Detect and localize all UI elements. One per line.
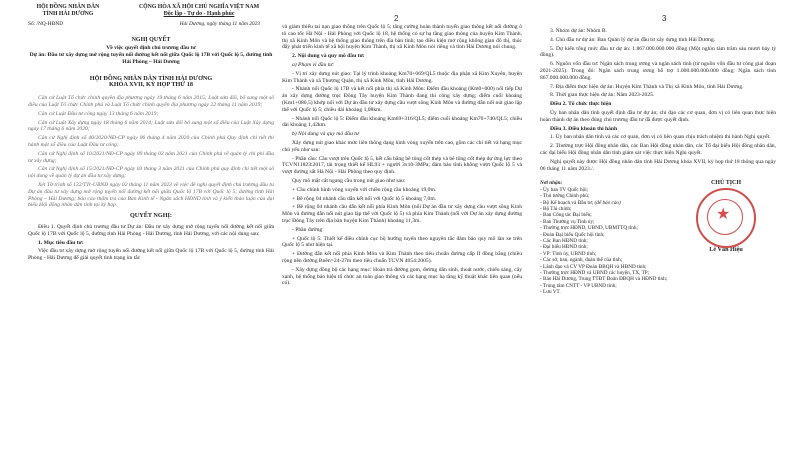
motto: Độc lập - Tự do - Hạnh phúc bbox=[163, 10, 235, 17]
recipient: - VP: Tỉnh ủy, UBND tỉnh; bbox=[540, 250, 597, 257]
doc-meta bbox=[28, 21, 274, 28]
doc-date: Hải Dương, ngày tháng 11 năm 2023 bbox=[179, 20, 260, 27]
page-number: 3 bbox=[662, 14, 667, 23]
paragraph: và giảm thiểu tai nạn giao thông trên Quốc lộ 5; tăng cường hoàn thành tuyến giao thông kết nối đường ô tô cao tốc Hà Nội - Hải Phòng với Quốc lộ 18, hệ thống có sự hạ tầng giao thông của huyện Kim Thành, thị xã Kinh Môn và hệ thống giao thông trên địa bàn tỉnh; tạo điều kiện mở rộng không gian đô thị, thúc đẩy phát triển kinh tế xã hội huyện Kim Thành, thị xã Kinh Môn nói riêng và tỉnh Hải Dương nói chung. bbox=[282, 24, 522, 51]
page-2 bbox=[282, 0, 522, 472]
recipient: - Bộ Tài chính; bbox=[540, 205, 572, 212]
paragraph: 6. Nguồn vốn đầu tư: Ngân sách trung ương và ngân sách tỉnh (từ nguồn vốn đầu tư công giai đoạn 2021-2025). Trong đó: Ngân sách trung ương hỗ trợ 1.000.000.000.000 đồng; Ngân sách tỉnh 867.000.000.000 đồng. bbox=[540, 61, 776, 81]
resolution-heading: QUYẾT NGHỊ: bbox=[129, 212, 172, 220]
paragraph: 4. Chủ đầu tư dự án: Ban Quản lý dự án đầu tư xây dựng tỉnh Hải Dương. bbox=[550, 36, 716, 43]
page-number: 2 bbox=[394, 14, 399, 23]
subsection-heading: a) Phạm vi đầu tư: bbox=[292, 61, 335, 68]
paragraph: + Bề rộng 04 nhánh cầu dẫn kết nối phía Kinh Môn (nối Dự án đầu tư xây dựng cầu vượt sông Kinh Môn và đường dẫn nối nút giao lập thể với Quốc lộ 5) và phía Kim Thành (nối với Dự án xây dựng đường trục Đông Tây trên địa bàn huyện Kim Thành) khoảng 11,3m. bbox=[282, 204, 522, 224]
recipient: - Ủy ban TV Quốc hội; bbox=[540, 186, 589, 193]
recipient: - Thường trực HĐND và UBND các huyện, TX, TP; bbox=[540, 270, 650, 277]
recipient: - Đại biểu HĐND tỉnh; bbox=[540, 244, 588, 251]
paragraph: - Phần đường: bbox=[292, 226, 324, 233]
page-header bbox=[28, 4, 274, 18]
recipient-list bbox=[540, 180, 668, 295]
article-1: Điều 1. Quyết định chủ trương đầu tư Dự án: Đầu tư xây dựng mở rộng tuyến nối đường kết nối giữa Quốc lộ 17B với Quốc lộ 5, đường tỉnh Hải Phòng - Hải Dương, tỉnh Hải Dương, với các nội dung sau: bbox=[28, 223, 274, 237]
goal-text: Việc đầu tư xây dựng mở rộng tuyến nối đường kết nối giữa Quốc lộ 17B với Quốc lộ 5, đường tỉnh Hải Phòng - Hải Dương để giải quyết tình trạng ùn tắc bbox=[28, 248, 274, 262]
legal-basis: Căn cứ Luật Xây dựng ngày 18 tháng 6 năm 2014; Luật sửa đổi bổ sung một số điều của Luật Xây dựng ngày 17 tháng 6 năm 2020; bbox=[28, 119, 274, 133]
paragraph: 3. Nhóm dự án: Nhóm B. bbox=[550, 28, 607, 34]
paragraph: - Phần cầu: Cầu vượt trên Quốc lộ 5, kết cấu bằng bê tông cốt thép và bê tông cốt thép dự ứng lực theo TCVN11823:2017, tải trọng thiết kế HL93 + người 3x10-3MPa; đảm bảo tĩnh không vượt Quốc lộ 5 và vượt đường sắt Hà Nội - Hải Phòng theo quy định. bbox=[282, 155, 522, 176]
recipient: - Ban Công tác Đại biểu; bbox=[540, 212, 592, 219]
legal-basis: Căn cứ Luật Đầu tư công ngày 13 tháng 6 năm 2019; bbox=[38, 110, 159, 117]
article-heading: Điều 2. Tổ chức thực hiện bbox=[550, 101, 612, 108]
signer-title: CHỦ TỊCH bbox=[710, 180, 742, 187]
paragraph: + Đường dẫn kết nối phía Kinh Môn và Kim Thành theo tiêu chuẩn đường cấp II đồng bằng (chiều rộng nền đường Bnền=24-27m theo tiêu chuẩn TCVN 4054:2005). bbox=[282, 251, 522, 264]
paragraph: Nghị quyết này được Hội đồng nhân dân tỉnh Hải Dương khóa XVII, kỳ họp thứ 18 thông qua ngày 06 tháng 11 năm 2023./. bbox=[540, 158, 776, 172]
paragraph: - Nhánh nối Quốc lộ 5: Điểm đầu khoảng Km69+316/QL5; điểm cuối khoảng Km70+740/QL5; chiều dài khoảng 1,42km. bbox=[282, 115, 522, 129]
page-1 bbox=[28, 0, 274, 450]
paragraph: + Cầu chính hình vòng xuyến với chiều rộng cầu khoảng 19,0m. bbox=[292, 186, 437, 193]
recipient: - Các sở, ban, ngành, đoàn thể của tỉnh; bbox=[540, 257, 623, 264]
section-heading: 2. Nội dung và quy mô đầu tư: bbox=[292, 53, 365, 60]
paragraph: 2. Thường trực Hội đồng nhân dân, các Ban Hội đồng nhân dân, các Tổ đại biểu Hội đồng nhân dân, các đại biểu Hội đồng nhân dân tỉnh giám sát việc thực hiện Nghị quyết. bbox=[540, 143, 776, 156]
official-seal-icon bbox=[696, 188, 756, 248]
legal-basis: Căn cứ Nghị định số 40/2020/NĐ-CP ngày 06 tháng 4 năm 2020 của Chính phủ Quy định chi tiết thi hành một số điều của Luật Đầu tư công; bbox=[28, 135, 274, 148]
legal-basis: Xét Tờ trình số 132/TTr-UBND ngày 02 tháng 11 năm 2023 về việc đề nghị quyết định chủ trương đầu tư Dự án đầu tư xây dựng mở rộng tuyến nối đường kết nối giữa Quốc lộ 17B với Quốc lộ 5; đường tỉnh Hải Phòng – Hải Dương; báo cáo thẩm tra của Ban Kinh tế - Ngân sách HĐND tỉnh và ý kiến thảo luận của đại biểu Hội đồng nhân dân tỉnh tại kỳ họp. bbox=[28, 181, 274, 209]
session-name: KHÓA XVII, KỲ HỌP THỨ 18 bbox=[109, 81, 193, 89]
national-title: CỘNG HÒA XÃ HỘI CHỦ NGHĨA VIỆT NAM Độc lập - Tự do - Hạnh phúc bbox=[124, 4, 274, 18]
recipients-label: Nơi nhận: bbox=[540, 180, 563, 187]
paragraph: + Bề rộng 04 nhánh cầu dẫn kết nối với Quốc lộ 5 khoảng 7,0m. bbox=[292, 195, 437, 202]
paragraph: Quy mô mặt cắt ngang cầu trong nút giao như sau: bbox=[292, 177, 406, 184]
recipient: - Thủ tướng Chính phủ; bbox=[540, 193, 590, 200]
legal-bases bbox=[28, 95, 274, 209]
recipient: - Ban Thường vụ Tỉnh ủy; bbox=[540, 218, 595, 225]
paragraph: Xây dựng nút giao khác mức liên thông dạng hình vòng xuyến trên cao, gồm các chi tiết và hạng mục chủ yếu như sau: bbox=[282, 139, 522, 153]
recipient: - Báo Hải Dương, Trung TTĐT Đoàn ĐBQH và HĐND tỉnh; bbox=[540, 276, 668, 283]
legal-basis: Căn cứ Nghị định số 10/2021/NĐ-CP ngày 09 tháng 02 năm 2021 của Chính phủ về quản lý chi phí đầu tư xây dựng; bbox=[28, 150, 274, 164]
recipient: - Bộ Kế hoạch và Đầu tư; (để báo cáo) bbox=[540, 199, 621, 206]
doc-subtitle: Về việc quyết định chủ trương đầu tư bbox=[106, 45, 196, 52]
paragraph: 5. Dự kiến tổng mức đầu tư dự án: 1.867.000.000.000 đồng (Một nghìn tám trăm sáu mươi bảy tỷ đồng). bbox=[540, 45, 776, 59]
recipient: - Lưu VT. bbox=[540, 289, 561, 296]
paragraph: 1. Ủy ban nhân dân tỉnh và các cơ quan, đơn vị có liên quan chịu trách nhiệm thi hành Nghị quyết. bbox=[550, 134, 771, 141]
signature-block bbox=[540, 180, 776, 295]
recipient: - Thường trực HĐND, UBND, UBMTTQ tỉnh; bbox=[540, 225, 638, 232]
page-3 bbox=[540, 0, 776, 476]
legal-basis: Căn cứ Luật Tổ chức chính quyền địa phương ngày 19 tháng 6 năm 2015; Luật sửa đổi, bổ sung một số điều của Luật Tổ chức Chính phủ và Luật Tổ chức chính quyền địa phương ngày 22 tháng 11 năm 2019; bbox=[28, 95, 274, 108]
signer-block bbox=[676, 180, 776, 295]
paragraph: - Xây dựng đồng bộ các hạng mục: Hoàn trả đường gom, đường dân sinh, thoát nước, chiếu sáng, cây xanh, hệ thống báo hiệu tổ chức an toàn giao thông và các hạng mục hạ tầng kỹ thuật khác liên quan (nếu có). bbox=[282, 266, 522, 287]
paragraph: 7. Địa điểm thực hiện dự án: Huyện Kim Thành và Thị xã Kinh Môn, tỉnh Hải Dương. bbox=[550, 83, 744, 90]
recipient: - Đoàn Đại biểu Quốc hội tỉnh; bbox=[540, 231, 605, 238]
recipient: - Các Ban HĐND tỉnh; bbox=[540, 238, 588, 244]
legal-basis: Căn cứ Nghị định số 15/2021/NĐ-CP ngày 03 tháng 3 năm 2021 của Chính phủ quy định chi tiết một số nội dung về quản lý dự án đầu tư xây dựng; bbox=[28, 166, 274, 180]
council-name: HỘI ĐỒNG NHÂN DÂN TỈNH HẢI DƯƠNG bbox=[89, 74, 213, 82]
paragraph: 8. Thời gian thực hiện dự án: Năm 2023-2025. bbox=[550, 92, 655, 99]
article-heading: Điều 3. Điều khoản thi hành bbox=[550, 125, 618, 132]
subsection-heading: b) Nội dung và quy mô đầu tư bbox=[292, 131, 359, 138]
issuing-authority: HỘI ĐỒNG NHÂN DÂN TỈNH HẢI DƯƠNG bbox=[36, 4, 100, 17]
doc-number: Số: /NQ-HĐND bbox=[28, 20, 64, 27]
paragraph: - Vị trí xây dựng nút giao: Tại lý trình khoảng Km70+069/QL5 thuộc địa phận xã Kim Xuyên, huyện Kim Thành và xã Thượng Quận, thị xã Kinh Môn, tỉnh Hải Dương. bbox=[282, 70, 522, 84]
recipient: - Lãnh đạo và CV VP Đoàn ĐBQH và HĐND tỉnh; bbox=[540, 263, 647, 270]
doc-title: NGHỊ QUYẾT bbox=[131, 37, 171, 44]
signer-name: Lê Văn Hiệu bbox=[709, 246, 743, 254]
paragraph: Ủy ban nhân dân tỉnh quyết định đầu tư dự án; chỉ đạo các cơ quan, đơn vị có liên quan thực hiện hoàn thành dự án theo đúng chủ trương đầu tư đã được quyết định. bbox=[540, 109, 776, 123]
paragraph: - Nhánh nối Quốc lộ 17B và kết nối phía thị xã Kinh Môn: Điểm đầu khoảng (Km0+000) nối tiếp Dự án xây dựng đường trục Đông Tây huyện Kim Thành đang thi công xây dựng; điểm cuối khoảng (Km1+080,5) khớp nối với Dự án đầu tư xây dựng cầu vượt sông Kinh Môn và đường dẫn nối nút giao lập thể với Quốc lộ 5; chiều dài khoảng 1,08km. bbox=[282, 86, 522, 113]
section-heading: 1. Mục tiêu đầu tư: bbox=[38, 239, 84, 246]
recipient: - Trung tâm CNTT - VP UBND tỉnh; bbox=[540, 282, 617, 289]
bracket-note: (để báo cáo) bbox=[594, 199, 621, 206]
star-icon: ★ bbox=[716, 206, 731, 224]
paragraph: + Quốc lộ 5: Thiết kế điều chỉnh cục bộ hướng tuyến theo nguyên tắc đảm bảo quy mô làn xe trên Quốc lộ 5 như hiện tại. bbox=[282, 235, 522, 249]
project-title: Dự án: Đầu tư xây dựng mở rộng tuyến nối đường kết nối giữa Quốc lộ 17B với Quốc lộ 5, đường tỉnh Hải Phòng – Hải Dương bbox=[29, 51, 273, 65]
